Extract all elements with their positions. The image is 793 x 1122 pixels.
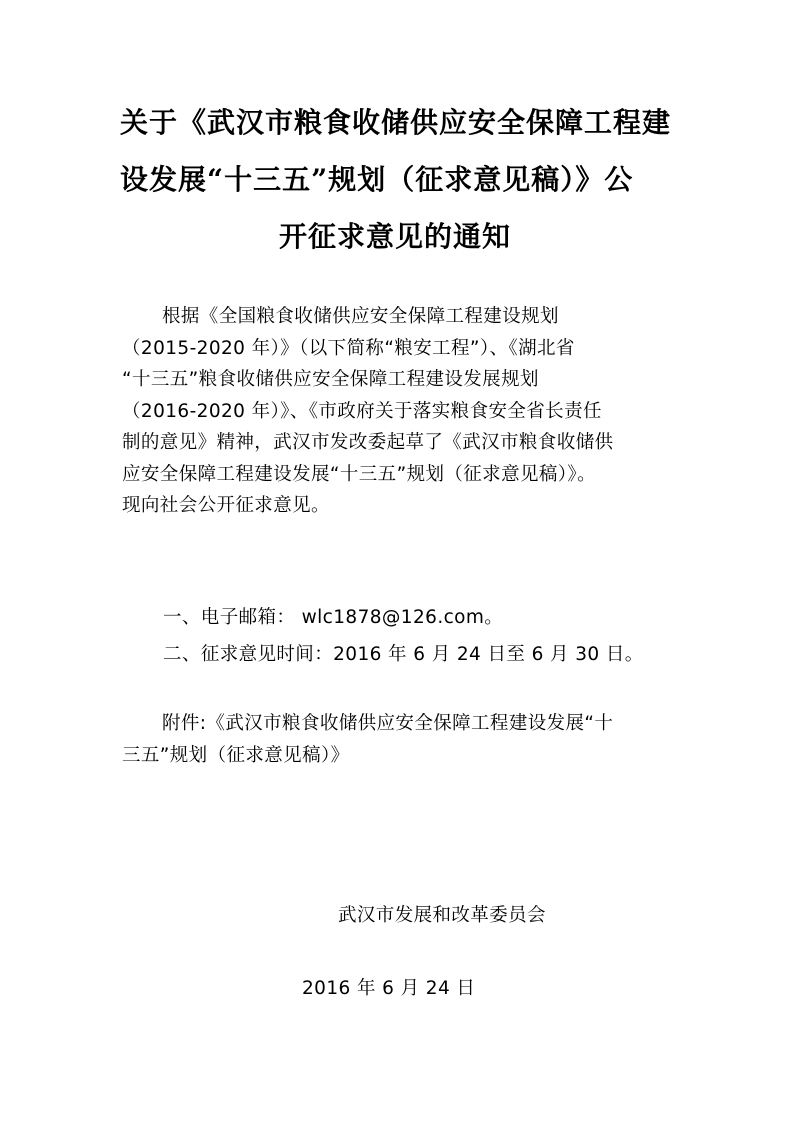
title-line: 关于《武汉市粮食收储供应安全保障工程建 [120,106,672,139]
attachment-line: 附件:《武汉市粮食收储供应安全保障工程建设发展“十 [162,713,614,734]
title-line: 开征求意见的通知 [279,220,512,253]
body-line: （2015-2020 年）》（以下简称“粮安工程”）、《湖北省 [122,337,575,359]
signature-date: 2016 年 6 月 24 日 [302,978,476,999]
body-line: “十三五”粮食收储供应安全保障工程建设发展规划 [122,369,539,390]
attachment-note [122,708,682,771]
attachment-line: 三五”规划（征求意见稿）》 [122,744,350,766]
email-item: 一、电子邮箱： wlc1878@126.com。 [163,607,504,628]
body-line: 应安全保障工程建设发展“十三五”规划（征求意见稿）》。 [122,463,596,485]
title-line: 设发展“十三五”规划（征求意见稿）》公 [120,163,634,196]
body-line: 根据《全国粮食收储供应安全保障工程建设规划 [162,306,559,327]
body-line: 制的意见》精神，武汉市发改委起草了《武汉市粮食收储供 [122,432,614,453]
body-line: （2016-2020 年）》、《市政府关于落实粮食安全省长责任 [122,400,602,422]
body-line: 现向社会公开征求意见。 [122,495,330,516]
body-paragraph [122,301,682,522]
document-title [100,94,693,265]
deadline-item: 二、征求意见时间：2016 年 6 月 24 日至 6 月 30 日。 [163,644,644,665]
signature-organization: 武汉市发展和改革委员会 [338,905,546,926]
